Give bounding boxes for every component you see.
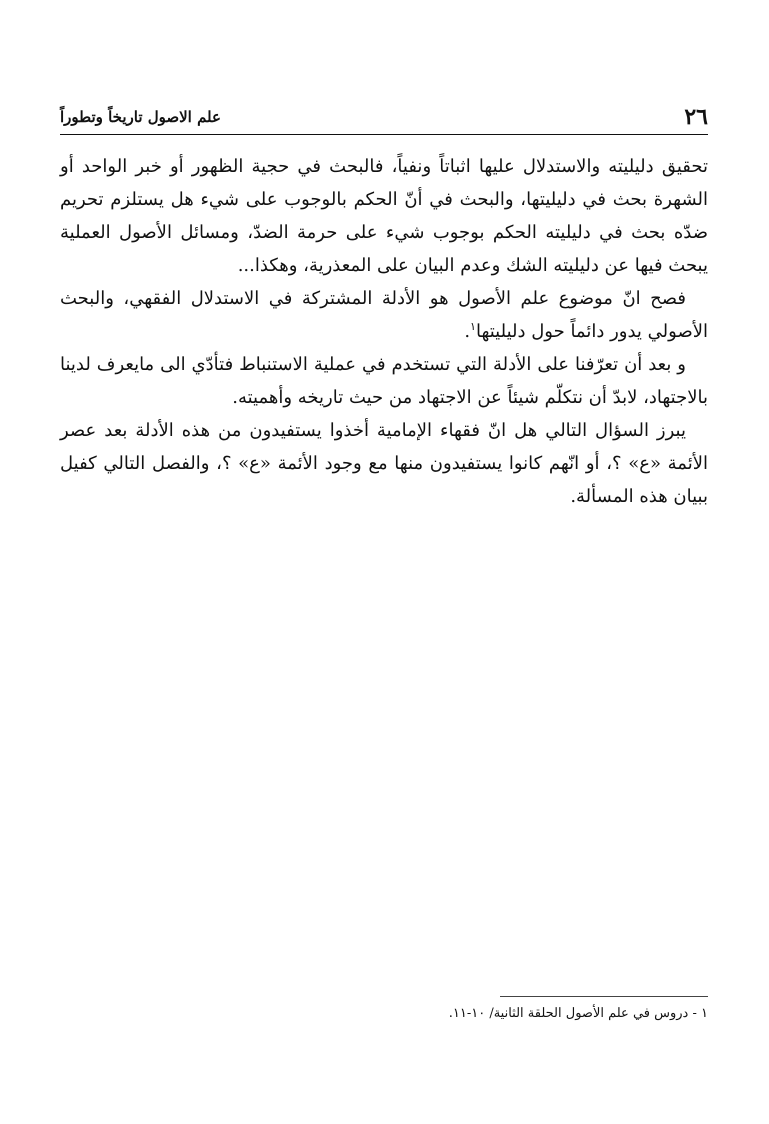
paragraph-2 bbox=[60, 282, 708, 348]
page-number: ٢٦ bbox=[684, 104, 708, 130]
paragraph-1 bbox=[60, 150, 708, 282]
header-divider bbox=[60, 134, 708, 135]
footnote-reference: ١ bbox=[470, 320, 476, 333]
footnote-text: ١ - دروس في علم الأصول الحلقة الثانية/ ١٠-١١. bbox=[448, 1006, 708, 1021]
paragraph-4 bbox=[60, 414, 708, 513]
page-header bbox=[60, 102, 708, 132]
paragraph-3 bbox=[60, 348, 708, 414]
footnote bbox=[60, 1004, 708, 1024]
body-text bbox=[60, 150, 708, 513]
paragraph-2-tail: . bbox=[464, 321, 471, 342]
paragraph-4-text: يبرز السؤال التالي هل انّ فقهاء الإمامية أخذوا يستفيدون من هذه الأدلة بعد عصر الأئمة «ع» ؟، أو انّهم كانوا يستفيدون منها مع وجود الأئمة «ع» ؟، والفصل التالي كفيل ببيان هذه المسألة. bbox=[60, 420, 708, 507]
paragraph-3-text: و بعد أن تعرّفنا على الأدلة التي تستخدم في عملية الاستنباط فتأدّي الى مايعرف لدينا بالاجتهاد، لابدّ أن نتكلّم شيئاً عن الاجتهاد من حيث تاريخه وأهميته. bbox=[60, 354, 708, 408]
paragraph-2-text: فصح انّ موضوع علم الأصول هو الأدلة المشتركة في الاستدلال الفقهي، والبحث الأصولي يدور دائماً حول دليليتها bbox=[60, 288, 708, 342]
paragraph-1-text: تحقيق دليليته والاستدلال عليها اثباتاً ونفياً، فالبحث في حجية الظهور أو خبر الواحد أو الشهرة بحث في دليليتها، والبحث في أنّ الحكم بالوجوب على شيء هل يستلزم تحريم ضدّه بحث في دليليته الحكم بوجوب شيء على حرمة الضدّ، ومسائل الأصول العملية يبحث فيها عن دليليته الشك وعدم البيان على المعذرية، وهكذا... bbox=[60, 156, 708, 276]
running-title: علم الاصول تاريخاً وتطوراً bbox=[60, 108, 221, 126]
footnote-divider bbox=[500, 996, 708, 997]
